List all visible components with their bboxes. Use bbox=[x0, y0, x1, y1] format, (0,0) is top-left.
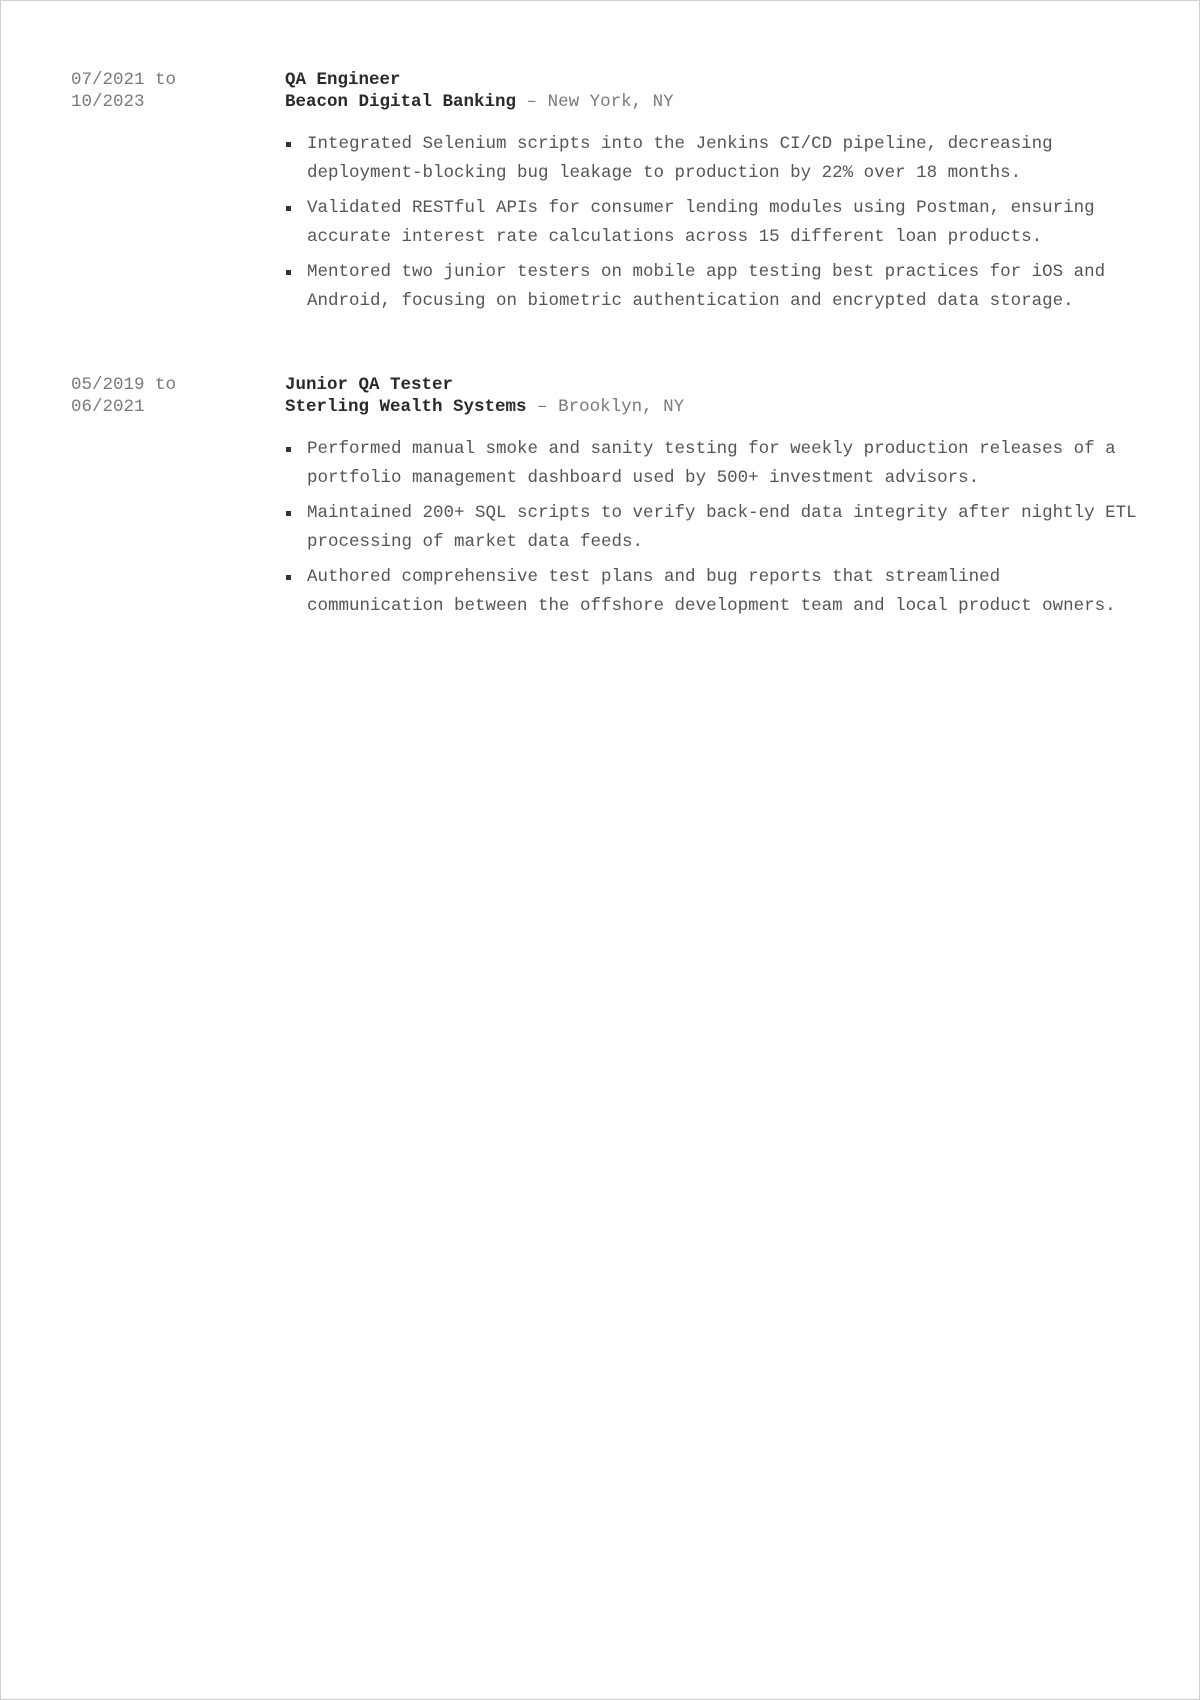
date-end: 06/2021 bbox=[71, 397, 145, 417]
separator: – bbox=[526, 397, 559, 417]
responsibility-text: Performed manual smoke and sanity testing for weekly production releases of a portfolio management dashboard used by 500+ investment advisors. bbox=[307, 439, 1116, 488]
date-range bbox=[71, 374, 285, 627]
date-range bbox=[71, 69, 285, 322]
job-location: Brooklyn, NY bbox=[558, 397, 685, 417]
job-title: Junior QA Tester bbox=[285, 375, 454, 395]
experience-entry bbox=[71, 374, 1139, 627]
job-title: QA Engineer bbox=[285, 70, 401, 90]
square-bullet-icon bbox=[286, 206, 291, 211]
responsibility-item bbox=[285, 499, 1139, 557]
company-name: Beacon Digital Banking bbox=[285, 92, 517, 112]
company-name: Sterling Wealth Systems bbox=[285, 397, 527, 417]
responsibility-text: Maintained 200+ SQL scripts to verify back-end data integrity after nightly ETL processing of market data feeds. bbox=[307, 503, 1137, 552]
date-end: 10/2023 bbox=[71, 92, 145, 112]
square-bullet-icon bbox=[286, 142, 291, 147]
date-start: 05/2019 to bbox=[71, 375, 177, 395]
job-details bbox=[285, 69, 1139, 322]
responsibility-list bbox=[285, 130, 1139, 316]
separator: – bbox=[516, 92, 548, 112]
square-bullet-icon bbox=[286, 270, 291, 275]
experience-entry bbox=[71, 69, 1139, 322]
company-line bbox=[285, 396, 1139, 418]
date-start: 07/2021 to bbox=[71, 70, 177, 90]
responsibility-text: Authored comprehensive test plans and bug reports that streamlined communication between the offshore development team and local product owners. bbox=[307, 567, 1116, 616]
job-location: New York, NY bbox=[547, 92, 674, 112]
square-bullet-icon bbox=[286, 447, 291, 452]
responsibility-item bbox=[285, 563, 1139, 621]
company-line bbox=[285, 91, 1139, 113]
responsibility-list bbox=[285, 435, 1139, 621]
job-details bbox=[285, 374, 1139, 627]
responsibility-item bbox=[285, 194, 1139, 252]
responsibility-text: Mentored two junior testers on mobile app testing best practices for iOS and Android, focusing on biometric authentication and encrypted data storage. bbox=[307, 262, 1106, 311]
square-bullet-icon bbox=[286, 511, 291, 516]
responsibility-item bbox=[285, 435, 1139, 493]
square-bullet-icon bbox=[286, 575, 291, 580]
responsibility-item bbox=[285, 258, 1139, 316]
responsibility-text: Validated RESTful APIs for consumer lending modules using Postman, ensuring accurate interest rate calculations across 15 different loan products. bbox=[307, 198, 1095, 247]
responsibility-item bbox=[285, 130, 1139, 188]
responsibility-text: Integrated Selenium scripts into the Jenkins CI/CD pipeline, decreasing deployment-blocking bug leakage to production by 22% over 18 months. bbox=[307, 134, 1053, 183]
